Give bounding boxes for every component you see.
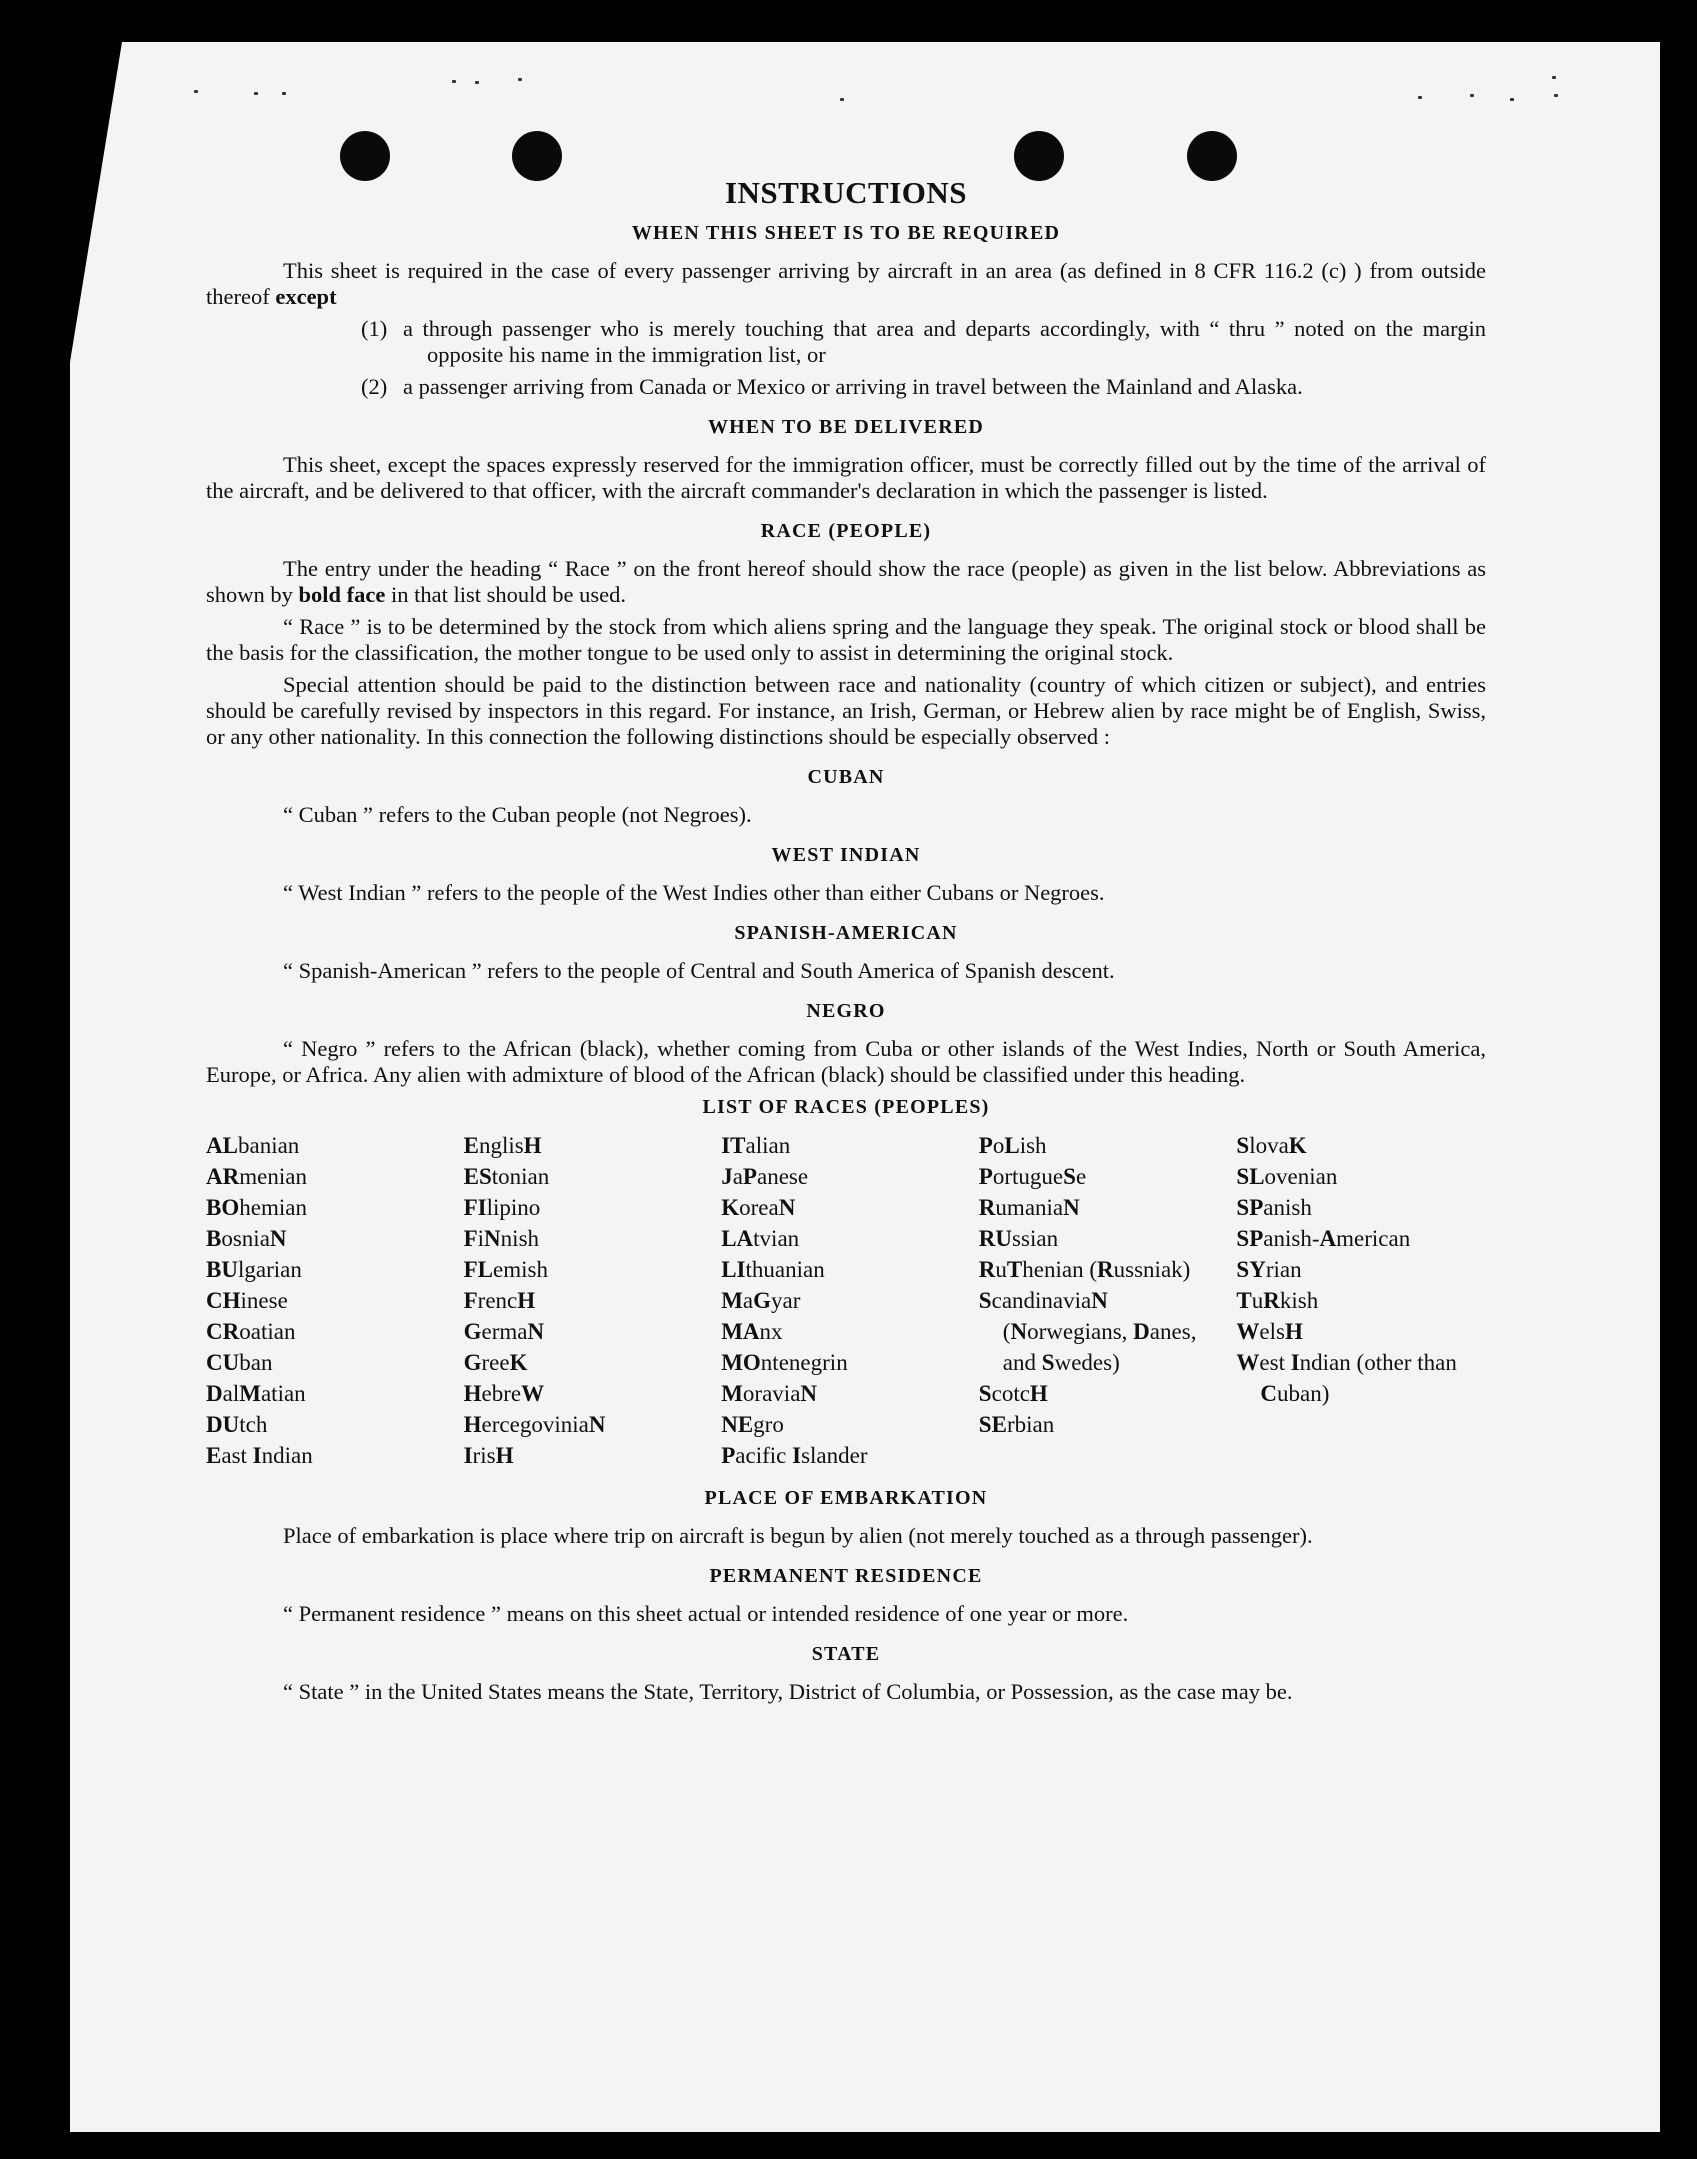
race-entry: DUtch [206, 1412, 268, 1437]
race-entry: ScotcH [978, 1381, 1048, 1406]
speck [282, 92, 286, 95]
paragraph-negro: “ Negro ” refers to the African (black), whether coming from Cuba or other islands of the West Indies, North or South America, Europe, or Africa. Any alien with admixture of blood of the African (black) should be classified under this heading. [206, 1036, 1486, 1087]
speck [1554, 94, 1558, 97]
section-heading-when-delivered: WHEN TO BE DELIVERED [707, 416, 985, 438]
race-entry: SlovaK [1236, 1133, 1307, 1158]
list-item [361, 374, 1486, 400]
item-number: (1) [361, 316, 388, 341]
race-entry: EStonian [463, 1164, 550, 1189]
race-entry: RUssian [978, 1226, 1059, 1251]
paragraph-spanish-american: “ Spanish-American ” refers to the people of Central and South America of Spanish descent. [283, 958, 1115, 983]
race-column [1236, 1130, 1486, 1471]
punch-hole [1014, 131, 1064, 181]
race-entry: FIlipino [463, 1195, 541, 1220]
paragraph-race-3: Special attention should be paid to the distinction between race and nationality (country of which citizen or subject), and entries should be carefully revised by inspectors in this regard. For instance, an Irish, German, or Hebrew alien by race might be of English, Swiss, or any other nationality. In this connection the following distinctions should be especially observed : [206, 672, 1486, 749]
speck [452, 80, 456, 83]
punch-hole [512, 131, 562, 181]
race-entry: PoLish [978, 1133, 1047, 1158]
section-heading-residence: PERMANENT RESIDENCE [709, 1565, 983, 1587]
race-entry: ITalian [721, 1133, 791, 1158]
race-entry: GermaN [463, 1319, 545, 1344]
paragraph-text: in that list should be used. [391, 582, 627, 607]
race-entry: IrisH [463, 1443, 514, 1468]
section-heading-list-of-races: LIST OF RACES (PEOPLES) [702, 1096, 990, 1118]
race-entry: MoraviaN [721, 1381, 818, 1406]
race-entry: RumaniaN [978, 1195, 1080, 1220]
race-entry: PortugueSe [978, 1164, 1087, 1189]
race-column [721, 1130, 971, 1471]
paragraph-text: This sheet is required in the case of every passenger arriving by aircraft in an area (as defined in 8 CFR 116.2 (c) ) from outside thereof [206, 258, 1486, 309]
section-heading-race: RACE (PEOPLE) [760, 520, 932, 542]
bold-text: bold face [298, 582, 386, 607]
race-entry: CUban [206, 1350, 273, 1375]
speck [1510, 98, 1514, 101]
page-title: INSTRUCTIONS [724, 175, 967, 210]
section-heading-spanish-american: SPANISH-AMERICAN [734, 922, 958, 944]
race-entry: SPanish [1236, 1195, 1312, 1220]
race-entry: RuThenian (Russniak) [978, 1257, 1191, 1282]
item-number: (2) [361, 374, 388, 399]
race-entry: MAnx [721, 1319, 783, 1344]
race-entry: BosniaN [206, 1226, 287, 1251]
race-entry: FrencH [463, 1288, 536, 1313]
item-text: a through passenger who is merely touching that area and departs accordingly, with “ thru ” noted on the margin opposite his name in the immigration list, or [403, 316, 1486, 367]
race-entry: LIthuanian [721, 1257, 825, 1282]
speck [840, 98, 844, 101]
race-entry: SYrian [1236, 1257, 1302, 1282]
race-entry: WelsH [1236, 1319, 1303, 1344]
race-entry: MaGyar [721, 1288, 801, 1313]
race-entry: LAtvian [721, 1226, 800, 1251]
speck [1470, 94, 1474, 97]
paragraph-cuban: “ Cuban ” refers to the Cuban people (not Negroes). [283, 802, 752, 827]
section-heading-embarkation: PLACE OF EMBARKATION [704, 1487, 988, 1509]
race-entry: CRoatian [206, 1319, 296, 1344]
paragraph-state: “ State ” in the United States means the State, Territory, District of Columbia, or Possession, as the case may be. [283, 1679, 1293, 1704]
section-heading-when-required: WHEN THIS SHEET IS TO BE REQUIRED [631, 222, 1061, 244]
paragraph-embarkation: Place of embarkation is place where trip on aircraft is begun by alien (not merely touched as a through passenger). [283, 1523, 1313, 1548]
speck [518, 78, 522, 81]
race-entry: JaPanese [721, 1164, 809, 1189]
speck [1418, 96, 1422, 99]
speck [1552, 76, 1556, 79]
section-heading-state: STATE [811, 1643, 881, 1665]
paragraph-west-indian: “ West Indian ” refers to the people of the West Indies other than either Cubans or Negroes. [283, 880, 1105, 905]
race-column [464, 1130, 714, 1471]
race-entry: ARmenian [206, 1164, 307, 1189]
race-entry: ScandinaviaN (Norwegians, Danes, and Swedes) [978, 1288, 1197, 1375]
race-entry: SLovenian [1236, 1164, 1338, 1189]
race-entry: HebreW [463, 1381, 545, 1406]
race-column [979, 1130, 1229, 1471]
race-entry: BOhemian [206, 1195, 307, 1220]
race-column [206, 1130, 456, 1471]
race-entry: FiNnish [463, 1226, 540, 1251]
speck [254, 92, 258, 95]
race-entry: GreeK [463, 1350, 528, 1375]
instructions-content [206, 175, 1486, 1711]
section-heading-negro: NEGRO [806, 1000, 886, 1022]
race-entry: Pacific Islander [721, 1443, 868, 1468]
list-item [361, 316, 1486, 368]
paragraph-when-required [206, 258, 1486, 310]
race-entry: ALbanian [206, 1133, 300, 1158]
paragraph-text: The entry under the heading “ Race ” on the front hereof should show the race (people) as given in the list below. Abbreviations as shown by [206, 556, 1486, 607]
item-text: a passenger arriving from Canada or Mexico or arriving in travel between the Mainland and Alaska. [403, 374, 1303, 399]
race-entry: EnglisH [463, 1133, 542, 1158]
paragraph-race-1 [206, 556, 1486, 608]
race-entry: BUlgarian [206, 1257, 302, 1282]
section-heading-cuban: CUBAN [807, 766, 885, 788]
race-entry: FLemish [463, 1257, 548, 1282]
speck [475, 81, 479, 84]
race-list [206, 1130, 1486, 1471]
race-entry: SPanish-American [1236, 1226, 1411, 1251]
speck [194, 90, 198, 93]
race-entry: TuRkish [1236, 1288, 1319, 1313]
punch-hole [340, 131, 390, 181]
punch-hole [1187, 131, 1237, 181]
race-entry: KoreaN [721, 1195, 796, 1220]
race-entry: West Indian (other than Cuban) [1236, 1350, 1457, 1406]
race-entry: SErbian [978, 1412, 1055, 1437]
race-entry: HercegoviniaN [463, 1412, 606, 1437]
paragraph-when-delivered: This sheet, except the spaces expressly reserved for the immigration officer, must be correctly filled out by the time of the arrival of the aircraft, and be delivered to that officer, with the aircraft commander's declaration in which the passenger is listed. [206, 452, 1486, 503]
race-entry: East Indian [206, 1443, 313, 1468]
race-entry: MOntenegrin [721, 1350, 848, 1375]
section-heading-west-indian: WEST INDIAN [771, 844, 921, 866]
race-entry: DalMatian [206, 1381, 306, 1406]
paragraph-race-2: “ Race ” is to be determined by the stock from which aliens spring and the language they speak. The original stock or blood shall be the basis for the classification, the mother tongue to be used only to assist in determining the original stock. [206, 614, 1486, 665]
bold-text: except [275, 284, 337, 309]
race-entry: NEgro [721, 1412, 784, 1437]
race-entry: CHinese [206, 1288, 288, 1313]
paragraph-residence: “ Permanent residence ” means on this sheet actual or intended residence of one year or more. [283, 1601, 1129, 1626]
